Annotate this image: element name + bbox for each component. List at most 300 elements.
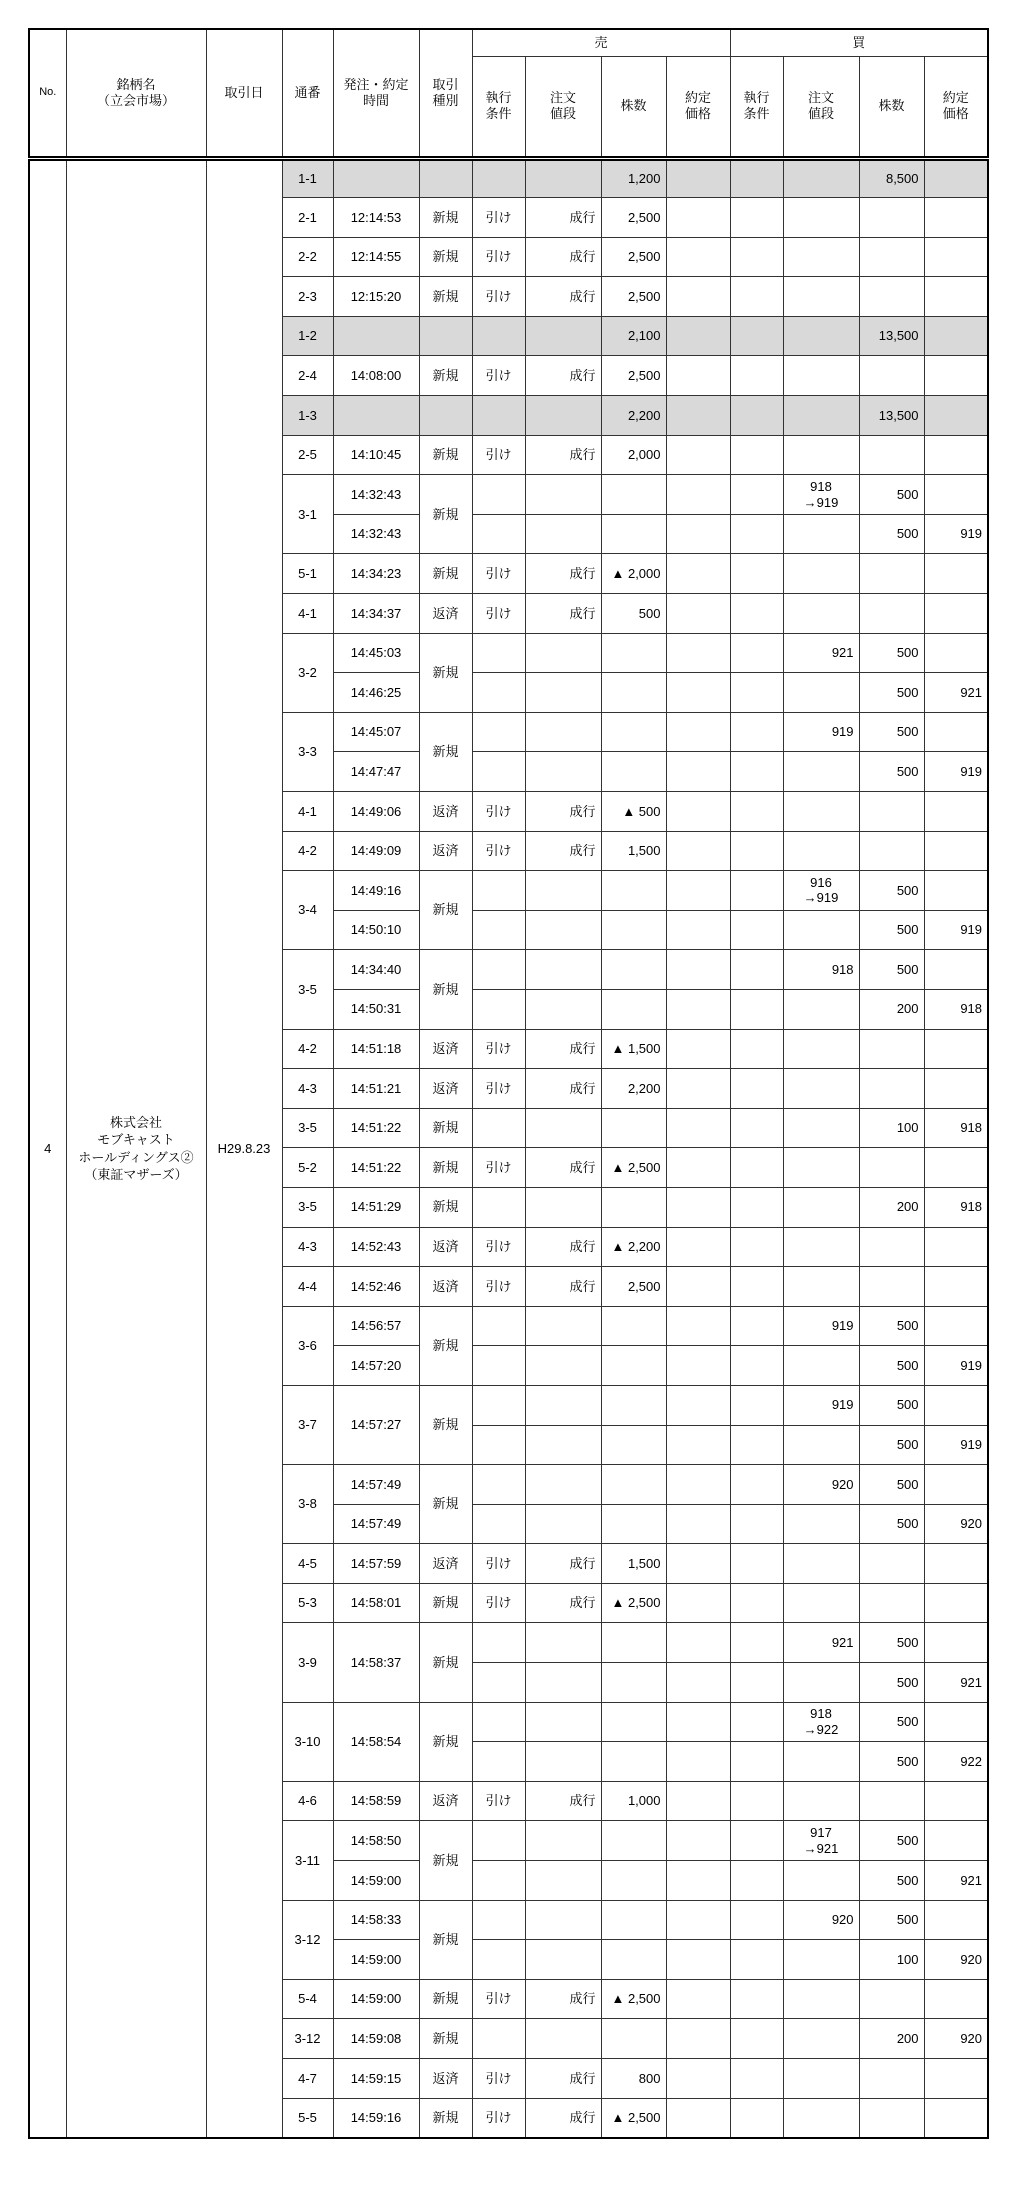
buy-exec-cell <box>924 2059 988 2099</box>
sell-cond-cell <box>472 1702 525 1742</box>
sell-price-cell: 成行 <box>525 1583 601 1623</box>
buy-exec-cell: 919 <box>924 514 988 554</box>
sell-price-cell: 成行 <box>525 1544 601 1584</box>
trade-type-cell: 返済 <box>419 1227 472 1267</box>
trade-type-cell: 返済 <box>419 1069 472 1109</box>
sell-price-cell: 成行 <box>525 1979 601 2019</box>
buy-exec-cell <box>924 198 988 238</box>
sell-qty-cell: ▲ 2,500 <box>601 2098 666 2138</box>
serial-cell: 3-12 <box>282 2019 333 2059</box>
buy-cond-cell <box>730 1940 783 1980</box>
buy-qty-cell: 500 <box>859 712 924 752</box>
time-cell: 14:50:10 <box>333 910 419 950</box>
sell-qty-cell: ▲ 2,200 <box>601 1227 666 1267</box>
time-cell: 14:52:46 <box>333 1267 419 1307</box>
serial-cell: 2-5 <box>282 435 333 475</box>
buy-qty-cell <box>859 1979 924 2019</box>
sell-qty-cell <box>601 1940 666 1980</box>
time-cell: 14:45:07 <box>333 712 419 752</box>
sell-cond-cell <box>472 1504 525 1544</box>
time-cell: 14:51:22 <box>333 1148 419 1188</box>
buy-price-cell: 918 <box>783 950 859 990</box>
trade-record-table <box>28 28 989 2139</box>
time-cell: 14:59:00 <box>333 1861 419 1901</box>
serial-cell: 5-4 <box>282 1979 333 2019</box>
buy-price-cell <box>783 514 859 554</box>
time-cell: 14:51:22 <box>333 1108 419 1148</box>
buy-qty-cell <box>859 1544 924 1584</box>
time-cell: 14:46:25 <box>333 673 419 713</box>
sell-exec-cell <box>666 989 730 1029</box>
sell-cond-cell: 引け <box>472 198 525 238</box>
sell-price-cell: 成行 <box>525 1267 601 1307</box>
serial-cell: 3-8 <box>282 1465 333 1544</box>
buy-price-cell <box>783 1227 859 1267</box>
buy-cond-cell <box>730 237 783 277</box>
buy-price-cell <box>783 1861 859 1901</box>
sell-exec-cell <box>666 871 730 911</box>
sell-cond-cell: 引け <box>472 594 525 634</box>
buy-qty-cell: 500 <box>859 871 924 911</box>
buy-price-cell <box>783 316 859 356</box>
sell-price-cell <box>525 673 601 713</box>
buy-price-cell <box>783 1663 859 1703</box>
trade-type-cell: 新規 <box>419 1148 472 1188</box>
serial-cell: 3-5 <box>282 950 333 1029</box>
buy-qty-cell: 500 <box>859 1465 924 1505</box>
buy-cond-cell <box>730 1623 783 1663</box>
sell-qty-cell <box>601 989 666 1029</box>
serial-cell: 3-4 <box>282 871 333 950</box>
buy-exec-cell: 920 <box>924 1940 988 1980</box>
buy-qty-cell: 500 <box>859 1821 924 1861</box>
sell-price-cell <box>525 1702 601 1742</box>
sell-qty-cell: 2,000 <box>601 435 666 475</box>
sell-exec-cell <box>666 594 730 634</box>
col-header-buy-price: 注文 値段 <box>783 56 859 158</box>
sell-cond-cell: 引け <box>472 554 525 594</box>
buy-price-cell <box>783 792 859 832</box>
sell-qty-cell: 2,500 <box>601 237 666 277</box>
sell-price-cell: 成行 <box>525 2059 601 2099</box>
sell-exec-cell <box>666 1148 730 1188</box>
serial-cell: 4-2 <box>282 1029 333 1069</box>
buy-cond-cell <box>730 910 783 950</box>
buy-price-cell <box>783 1029 859 1069</box>
sell-exec-cell <box>666 1583 730 1623</box>
buy-cond-cell <box>730 1187 783 1227</box>
buy-price-cell: 921 <box>783 633 859 673</box>
header-row-groups <box>29 29 988 56</box>
sell-qty-cell: 1,000 <box>601 1781 666 1821</box>
buy-cond-cell <box>730 1781 783 1821</box>
sell-price-cell <box>525 712 601 752</box>
sell-price-cell <box>525 1623 601 1663</box>
trade-type-cell: 新規 <box>419 1702 472 1781</box>
sell-price-cell: 成行 <box>525 1781 601 1821</box>
sell-qty-cell: 2,200 <box>601 396 666 436</box>
serial-cell: 5-5 <box>282 2098 333 2138</box>
sell-price-cell <box>525 950 601 990</box>
buy-qty-cell: 500 <box>859 1346 924 1386</box>
buy-qty-cell: 500 <box>859 1742 924 1782</box>
buy-exec-cell <box>924 396 988 436</box>
sell-exec-cell <box>666 1108 730 1148</box>
sell-cond-cell <box>472 514 525 554</box>
trade-type-cell: 新規 <box>419 950 472 1029</box>
sell-qty-cell <box>601 1425 666 1465</box>
sell-exec-cell <box>666 1702 730 1742</box>
buy-qty-cell: 8,500 <box>859 158 924 198</box>
sell-cond-cell <box>472 1742 525 1782</box>
time-cell: 14:58:54 <box>333 1702 419 1781</box>
sell-cond-cell <box>472 1623 525 1663</box>
sell-cond-cell <box>472 1861 525 1901</box>
buy-qty-cell: 13,500 <box>859 316 924 356</box>
col-header-sell-qty: 株数 <box>601 56 666 158</box>
sell-qty-cell: ▲ 2,500 <box>601 1583 666 1623</box>
buy-exec-cell <box>924 1979 988 2019</box>
buy-cond-cell <box>730 435 783 475</box>
trade-type-cell: 新規 <box>419 554 472 594</box>
serial-cell: 4-3 <box>282 1227 333 1267</box>
buy-cond-cell <box>730 2019 783 2059</box>
buy-qty-cell: 500 <box>859 1425 924 1465</box>
buy-exec-cell <box>924 1465 988 1505</box>
sell-exec-cell <box>666 1306 730 1346</box>
trade-type-cell: 新規 <box>419 277 472 317</box>
sell-cond-cell <box>472 871 525 911</box>
buy-qty-cell: 500 <box>859 752 924 792</box>
time-cell: 14:45:03 <box>333 633 419 673</box>
buy-cond-cell <box>730 514 783 554</box>
time-cell: 14:08:00 <box>333 356 419 396</box>
trade-type-cell: 新規 <box>419 1108 472 1148</box>
sell-cond-cell <box>472 1465 525 1505</box>
buy-cond-cell <box>730 633 783 673</box>
sell-cond-cell <box>472 1346 525 1386</box>
time-cell: 14:58:50 <box>333 1821 419 1861</box>
trade-type-cell: 新規 <box>419 198 472 238</box>
buy-qty-cell: 500 <box>859 1306 924 1346</box>
sell-exec-cell <box>666 1029 730 1069</box>
buy-qty-cell: 500 <box>859 633 924 673</box>
time-cell <box>333 396 419 436</box>
time-cell: 12:14:55 <box>333 237 419 277</box>
sell-cond-cell <box>472 2019 525 2059</box>
sell-exec-cell <box>666 1623 730 1663</box>
sell-exec-cell <box>666 514 730 554</box>
sell-cond-cell: 引け <box>472 831 525 871</box>
sell-price-cell: 成行 <box>525 2098 601 2138</box>
trade-type-cell: 新規 <box>419 475 472 554</box>
sell-qty-cell: 2,100 <box>601 316 666 356</box>
col-header-trade-date: 取引日 <box>206 29 282 158</box>
sell-price-cell <box>525 1742 601 1782</box>
sell-exec-cell <box>666 2059 730 2099</box>
buy-price-cell <box>783 989 859 1029</box>
buy-price-cell <box>783 1544 859 1584</box>
buy-exec-cell <box>924 712 988 752</box>
time-cell: 14:57:49 <box>333 1465 419 1505</box>
time-cell: 14:47:47 <box>333 752 419 792</box>
serial-cell: 4-6 <box>282 1781 333 1821</box>
time-cell: 14:49:09 <box>333 831 419 871</box>
buy-price-cell: 921 <box>783 1623 859 1663</box>
sell-exec-cell <box>666 1504 730 1544</box>
trade-type-cell: 返済 <box>419 792 472 832</box>
time-cell: 14:57:20 <box>333 1346 419 1386</box>
buy-price-cell: 916 →919 <box>783 871 859 911</box>
buy-exec-cell <box>924 831 988 871</box>
buy-price-cell <box>783 1504 859 1544</box>
buy-price-cell <box>783 396 859 436</box>
trade-type-cell: 新規 <box>419 633 472 712</box>
buy-qty-cell: 500 <box>859 514 924 554</box>
sell-qty-cell: 2,200 <box>601 1069 666 1109</box>
buy-cond-cell <box>730 1346 783 1386</box>
buy-cond-cell <box>730 356 783 396</box>
buy-exec-cell <box>924 435 988 475</box>
sell-exec-cell <box>666 1979 730 2019</box>
serial-cell: 2-1 <box>282 198 333 238</box>
sell-qty-cell <box>601 1346 666 1386</box>
buy-cond-cell <box>730 1900 783 1940</box>
buy-price-cell <box>783 1069 859 1109</box>
buy-exec-cell: 918 <box>924 989 988 1029</box>
buy-price-cell <box>783 435 859 475</box>
sell-price-cell <box>525 514 601 554</box>
sell-price-cell <box>525 752 601 792</box>
sell-price-cell <box>525 1108 601 1148</box>
sell-cond-cell: 引け <box>472 356 525 396</box>
buy-cond-cell <box>730 475 783 515</box>
time-cell: 14:52:43 <box>333 1227 419 1267</box>
sell-cond-cell <box>472 752 525 792</box>
buy-exec-cell <box>924 356 988 396</box>
time-cell: 14:57:49 <box>333 1504 419 1544</box>
buy-cond-cell <box>730 1267 783 1307</box>
serial-cell: 5-2 <box>282 1148 333 1188</box>
sell-exec-cell <box>666 1742 730 1782</box>
buy-price-cell <box>783 198 859 238</box>
time-cell: 14:59:15 <box>333 2059 419 2099</box>
buy-qty-cell: 500 <box>859 673 924 713</box>
buy-exec-cell: 919 <box>924 1425 988 1465</box>
serial-cell: 3-6 <box>282 1306 333 1385</box>
sell-exec-cell <box>666 1385 730 1425</box>
time-cell: 14:59:00 <box>333 1940 419 1980</box>
sell-qty-cell <box>601 712 666 752</box>
buy-qty-cell: 500 <box>859 910 924 950</box>
buy-cond-cell <box>730 712 783 752</box>
sell-qty-cell <box>601 1465 666 1505</box>
time-cell: 14:57:27 <box>333 1385 419 1464</box>
buy-cond-cell <box>730 752 783 792</box>
sell-qty-cell: ▲ 500 <box>601 792 666 832</box>
buy-exec-cell: 918 <box>924 1108 988 1148</box>
buy-cond-cell <box>730 1742 783 1782</box>
buy-exec-cell <box>924 158 988 198</box>
sell-cond-cell <box>472 633 525 673</box>
table-row <box>29 158 988 198</box>
buy-qty-cell: 200 <box>859 1187 924 1227</box>
sell-price-cell: 成行 <box>525 1148 601 1188</box>
sell-cond-cell <box>472 1108 525 1148</box>
sell-qty-cell <box>601 1385 666 1425</box>
sell-price-cell <box>525 1346 601 1386</box>
trade-type-cell: 新規 <box>419 356 472 396</box>
time-cell: 14:10:45 <box>333 435 419 475</box>
sell-exec-cell <box>666 1187 730 1227</box>
col-header-no: No. <box>29 29 66 158</box>
buy-price-cell: 920 <box>783 1465 859 1505</box>
buy-qty-cell <box>859 237 924 277</box>
serial-cell: 4-5 <box>282 1544 333 1584</box>
trade-type-cell: 新規 <box>419 1623 472 1702</box>
col-header-sell-cond: 執行 条件 <box>472 56 525 158</box>
buy-cond-cell <box>730 1148 783 1188</box>
buy-cond-cell <box>730 673 783 713</box>
sell-qty-cell: 2,500 <box>601 198 666 238</box>
serial-cell: 3-10 <box>282 1702 333 1781</box>
time-cell: 14:51:18 <box>333 1029 419 1069</box>
buy-price-cell <box>783 831 859 871</box>
buy-qty-cell <box>859 1029 924 1069</box>
sell-cond-cell: 引け <box>472 1227 525 1267</box>
buy-cond-cell <box>730 1861 783 1901</box>
buy-cond-cell <box>730 1108 783 1148</box>
buy-qty-cell <box>859 1148 924 1188</box>
sell-exec-cell <box>666 950 730 990</box>
sell-exec-cell <box>666 1900 730 1940</box>
trade-type-cell: 新規 <box>419 1979 472 2019</box>
sell-qty-cell <box>601 1702 666 1742</box>
buy-qty-cell: 500 <box>859 1663 924 1703</box>
buy-cond-cell <box>730 2098 783 2138</box>
sell-cond-cell <box>472 950 525 990</box>
buy-exec-cell: 919 <box>924 752 988 792</box>
sell-cond-cell: 引け <box>472 1029 525 1069</box>
buy-qty-cell: 200 <box>859 989 924 1029</box>
buy-price-cell <box>783 594 859 634</box>
buy-qty-cell <box>859 198 924 238</box>
sell-cond-cell <box>472 1385 525 1425</box>
sell-qty-cell <box>601 633 666 673</box>
buy-cond-cell <box>730 1821 783 1861</box>
buy-qty-cell <box>859 277 924 317</box>
buy-cond-cell <box>730 1029 783 1069</box>
time-cell: 14:49:06 <box>333 792 419 832</box>
buy-qty-cell: 500 <box>859 1623 924 1663</box>
buy-exec-cell <box>924 1781 988 1821</box>
sell-cond-cell <box>472 1187 525 1227</box>
sell-price-cell <box>525 2019 601 2059</box>
buy-price-cell <box>783 1346 859 1386</box>
buy-price-cell <box>783 673 859 713</box>
buy-exec-cell <box>924 1583 988 1623</box>
buy-qty-cell <box>859 1267 924 1307</box>
sell-cond-cell <box>472 910 525 950</box>
sell-exec-cell <box>666 831 730 871</box>
col-header-sell-price: 注文 値段 <box>525 56 601 158</box>
sell-price-cell <box>525 1306 601 1346</box>
sell-qty-cell <box>601 1504 666 1544</box>
buy-qty-cell: 500 <box>859 1702 924 1742</box>
buy-cond-cell <box>730 1504 783 1544</box>
trade-type-cell: 新規 <box>419 1821 472 1900</box>
sell-exec-cell <box>666 1821 730 1861</box>
buy-exec-cell: 921 <box>924 1861 988 1901</box>
sell-exec-cell <box>666 1346 730 1386</box>
buy-cond-cell <box>730 554 783 594</box>
buy-qty-cell <box>859 356 924 396</box>
sell-price-cell <box>525 989 601 1029</box>
buy-exec-cell <box>924 1306 988 1346</box>
sell-cond-cell: 引け <box>472 1148 525 1188</box>
buy-exec-cell <box>924 1544 988 1584</box>
sell-cond-cell <box>472 1821 525 1861</box>
trade-type-cell: 新規 <box>419 871 472 950</box>
buy-exec-cell <box>924 1069 988 1109</box>
time-cell: 14:58:37 <box>333 1623 419 1702</box>
sell-cond-cell: 引け <box>472 2059 525 2099</box>
sell-price-cell <box>525 1821 601 1861</box>
sell-exec-cell <box>666 1069 730 1109</box>
buy-qty-cell: 100 <box>859 1940 924 1980</box>
buy-cond-cell <box>730 1385 783 1425</box>
buy-exec-cell <box>924 475 988 515</box>
sell-price-cell: 成行 <box>525 277 601 317</box>
col-header-time: 発注・約定 時間 <box>333 29 419 158</box>
trade-type-cell: 新規 <box>419 712 472 791</box>
buy-qty-cell <box>859 1583 924 1623</box>
serial-cell: 4-1 <box>282 792 333 832</box>
sell-price-cell: 成行 <box>525 831 601 871</box>
trade-type-cell: 返済 <box>419 1781 472 1821</box>
buy-price-cell: 918 →919 <box>783 475 859 515</box>
sell-qty-cell: ▲ 2,500 <box>601 1979 666 2019</box>
time-cell: 14:34:37 <box>333 594 419 634</box>
sell-qty-cell: 1,500 <box>601 831 666 871</box>
buy-exec-cell: 921 <box>924 673 988 713</box>
serial-cell: 4-2 <box>282 831 333 871</box>
trade-type-cell: 新規 <box>419 1306 472 1385</box>
buy-price-cell <box>783 2059 859 2099</box>
buy-exec-cell <box>924 792 988 832</box>
table-body <box>29 158 988 2138</box>
serial-cell: 3-5 <box>282 1108 333 1148</box>
buy-cond-cell <box>730 1227 783 1267</box>
buy-qty-cell <box>859 1227 924 1267</box>
buy-price-cell <box>783 1425 859 1465</box>
buy-qty-cell: 500 <box>859 1504 924 1544</box>
sell-price-cell <box>525 1663 601 1703</box>
sell-exec-cell <box>666 1425 730 1465</box>
sell-cond-cell <box>472 1306 525 1346</box>
sell-qty-cell: 1,500 <box>601 1544 666 1584</box>
time-cell: 14:56:57 <box>333 1306 419 1346</box>
sell-exec-cell <box>666 1465 730 1505</box>
time-cell: 14:59:08 <box>333 2019 419 2059</box>
buy-exec-cell <box>924 1148 988 1188</box>
buy-cond-cell <box>730 198 783 238</box>
sell-cond-cell: 引け <box>472 277 525 317</box>
trade-type-cell: 新規 <box>419 237 472 277</box>
sell-exec-cell <box>666 712 730 752</box>
buy-cond-cell <box>730 158 783 198</box>
sell-cond-cell: 引け <box>472 1544 525 1584</box>
